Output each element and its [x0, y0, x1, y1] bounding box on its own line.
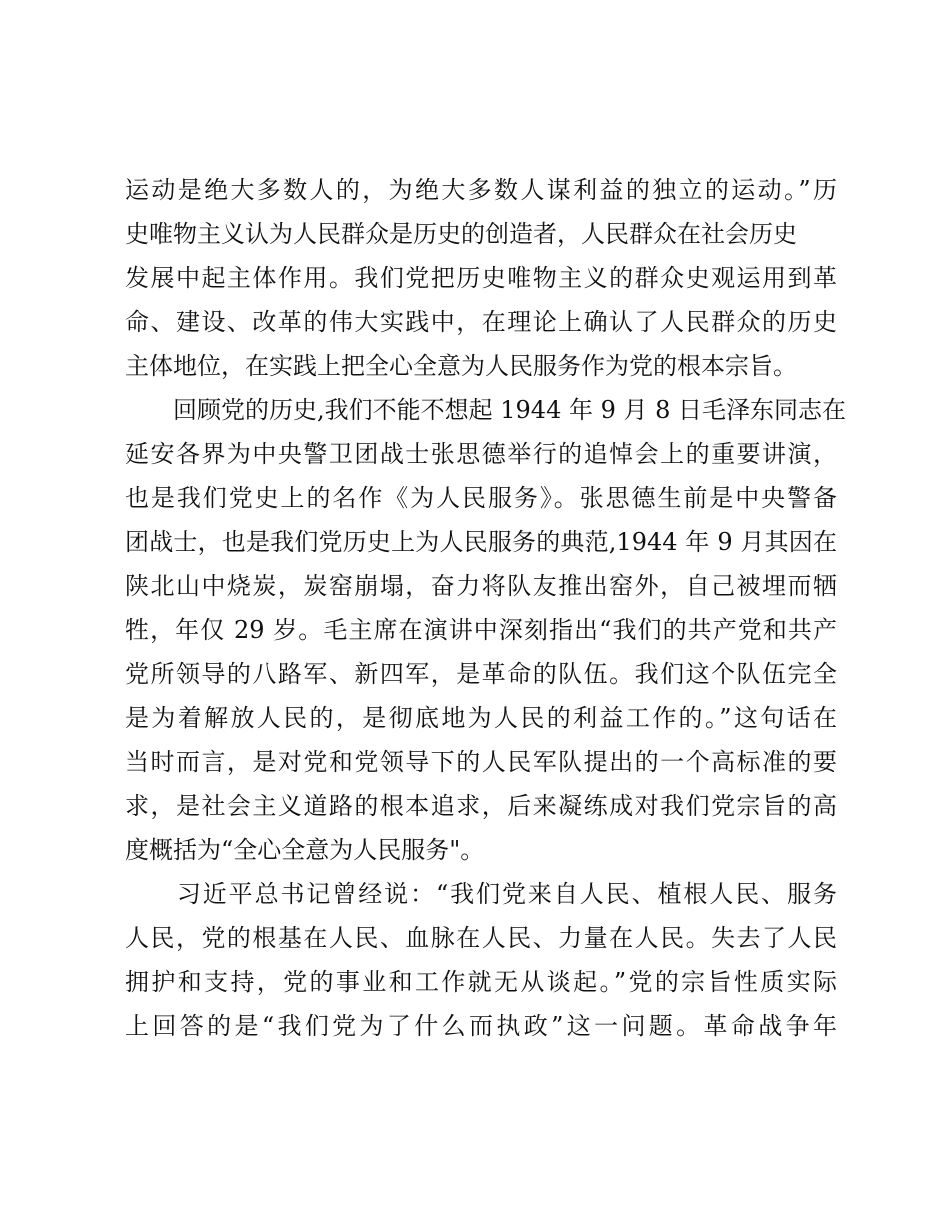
text-line: 上回答的是“我们党为了什么而执政”这一问题。革命战争年 — [125, 1012, 837, 1040]
text-line: 命、建设、改革的伟大实践中，在理论上确认了人民群众的历史 — [125, 308, 837, 336]
text-line: 运动是绝大多数人的，为绝大多数人谋利益的独立的运动。”历 — [125, 176, 837, 204]
text-line: 延安各界为中央警卫团战士张思德举行的追悼会上的重要讲演， — [125, 440, 837, 468]
text-line: 度概括为“全心全意为人民服务"。 — [125, 836, 485, 864]
text-line: 陕北山中烧炭，炭窑崩塌，奋力将队友推出窑外，自己被埋而牺 — [125, 572, 837, 600]
text-line: 回顾党的历史,我们不能不想起 1944 年 9 月 8 日毛泽东同志在 — [125, 396, 847, 424]
text-line: 拥护和支持，党的事业和工作就无从谈起。”党的宗旨性质实际 — [125, 968, 837, 996]
text-line: 习近平总书记曾经说：“我们党来自人民、植根人民、服务 — [125, 880, 837, 908]
body-text — [125, 168, 847, 1048]
text-line: 人民，党的根基在人民、血脉在人民、力量在人民。失去了人民 — [125, 924, 837, 952]
text-line: 是为着解放人民的，是彻底地为人民的利益工作的。”这句话在 — [125, 704, 837, 732]
text-line: 发展中起主体作用。我们党把历史唯物主义的群众史观运用到革 — [125, 264, 837, 292]
text-line: 史唯物主义认为人民群众是历史的创造者，人民群众在社会历史 — [125, 220, 797, 248]
text-line: 当时而言，是对党和党领导下的人民军队提出的一个高标准的要 — [125, 748, 837, 776]
text-line: 也是我们党史上的名作《为人民服务》。张思德生前是中央警备 — [125, 484, 837, 512]
text-line: 求，是社会主义道路的根本追求，后来凝练成对我们党宗旨的高 — [125, 792, 837, 820]
text-line: 牲，年仅 29 岁。毛主席在演讲中深刻指出“我们的共产党和共产 — [125, 616, 837, 644]
text-line: 主体地位，在实践上把全心全意为人民服务作为党的根本宗旨。 — [125, 352, 797, 380]
text-line: 团战士，也是我们党历史上为人民服务的典范,1944 年 9 月其因在 — [125, 528, 837, 556]
text-line: 党所领导的八路军、新四军，是革命的队伍。我们这个队伍完全 — [125, 660, 837, 688]
